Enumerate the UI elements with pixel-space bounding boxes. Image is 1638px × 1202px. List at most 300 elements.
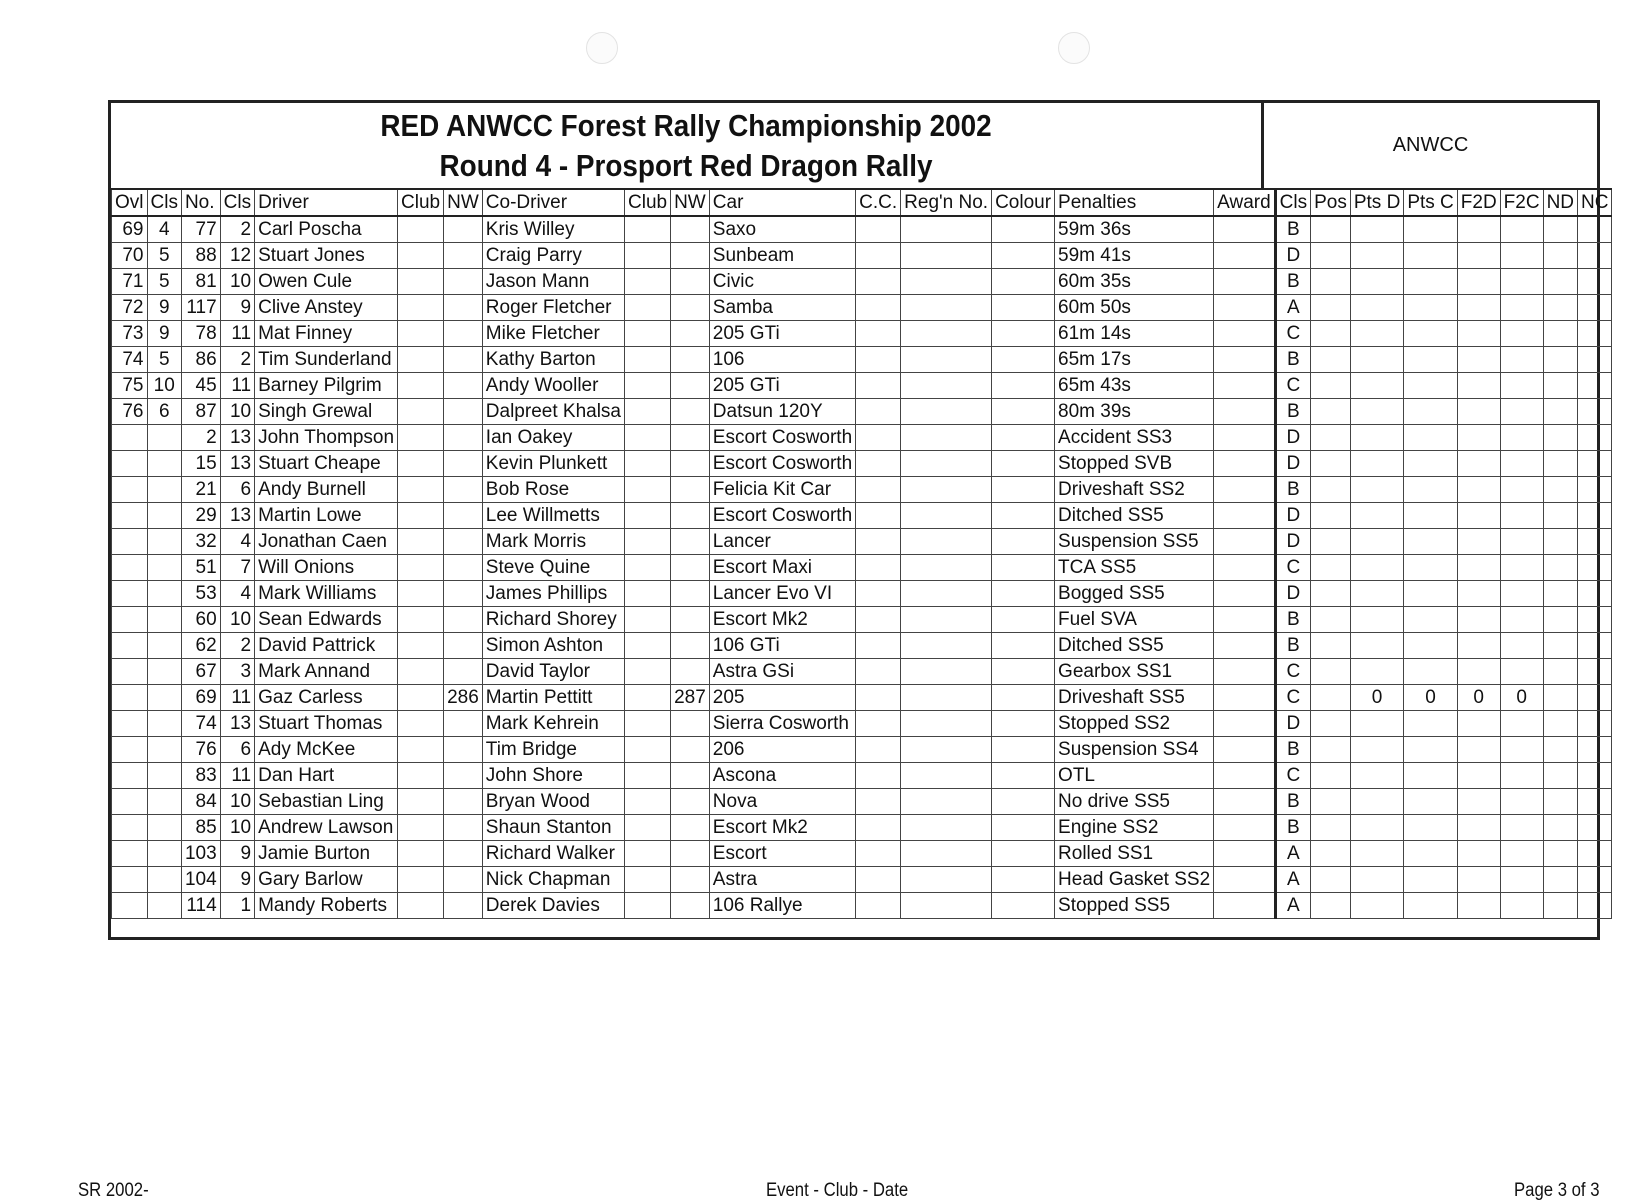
column-header-car: Car: [709, 189, 855, 216]
cell-cls: [147, 581, 181, 607]
column-header-nc: NC: [1578, 189, 1612, 216]
cell-penalties: Gearbox SS1: [1055, 659, 1214, 685]
cell-nc: [1578, 529, 1612, 555]
championship-title: RED ANWCC Forest Rally Championship 2002: [380, 108, 992, 143]
cell-nd: [1543, 893, 1577, 919]
cell-pts-c: [1404, 451, 1457, 477]
cell-f2c: [1500, 581, 1543, 607]
results-table: [111, 188, 1612, 919]
cell-car: Escort Cosworth: [709, 425, 855, 451]
cell-anwcc-cls: B: [1275, 607, 1310, 633]
cell-penalties: OTL: [1055, 763, 1214, 789]
cell-car: Escort Maxi: [709, 555, 855, 581]
cell-ovl: [112, 451, 148, 477]
cell-nc: [1578, 216, 1612, 243]
table-row: [112, 399, 1612, 425]
cell-cls: [147, 607, 181, 633]
cell-pts-c: [1404, 321, 1457, 347]
cell-f2c: [1500, 399, 1543, 425]
cell-pts-c: [1404, 503, 1457, 529]
cell-cls: 5: [147, 347, 181, 373]
cell-club: [398, 269, 444, 295]
cell-ovl: [112, 893, 148, 919]
cell-f2d: [1457, 789, 1500, 815]
cell-co-nw: [671, 347, 710, 373]
cell-colour: [992, 243, 1055, 269]
cell-co-nw: [671, 893, 710, 919]
cell-pts-c: [1404, 216, 1457, 243]
cell-anwcc-cls: D: [1275, 451, 1310, 477]
cell-co-driver: Kathy Barton: [482, 347, 624, 373]
table-row: [112, 373, 1612, 399]
cell-co-driver: Mark Kehrein: [482, 711, 624, 737]
cell-pos: [1311, 659, 1351, 685]
cell-regn-no: [901, 295, 992, 321]
cell-pts-c: [1404, 243, 1457, 269]
cell-award: [1214, 425, 1276, 451]
cell-f2c: [1500, 243, 1543, 269]
cell-pos: [1311, 763, 1351, 789]
cell-no: 51: [181, 555, 220, 581]
cell-penalties: 59m 41s: [1055, 243, 1214, 269]
column-header-colour: Colour: [992, 189, 1055, 216]
cell-driver: Dan Hart: [255, 763, 398, 789]
cell-no: 76: [181, 737, 220, 763]
cell-nw: [444, 607, 483, 633]
cell-driver: Mark Annand: [255, 659, 398, 685]
cell-driver: Ady McKee: [255, 737, 398, 763]
punch-hole-left: [586, 32, 618, 64]
cell-class: 9: [220, 841, 254, 867]
cell-class: 7: [220, 555, 254, 581]
cell-regn-no: [901, 685, 992, 711]
cell-colour: [992, 659, 1055, 685]
cell-co-club: [625, 737, 671, 763]
cell-club: [398, 555, 444, 581]
cell-f2c: [1500, 347, 1543, 373]
cell-f2c: [1500, 815, 1543, 841]
cell-co-club: [625, 243, 671, 269]
cell-no: 32: [181, 529, 220, 555]
cell-co-nw: [671, 243, 710, 269]
cell-pos: [1311, 321, 1351, 347]
cell-car: Lancer: [709, 529, 855, 555]
cell-nc: [1578, 789, 1612, 815]
cell-award: [1214, 763, 1276, 789]
cell-penalties: Head Gasket SS2: [1055, 867, 1214, 893]
cell-cls: [147, 659, 181, 685]
cell-colour: [992, 867, 1055, 893]
cell-anwcc-cls: C: [1275, 763, 1310, 789]
table-row: [112, 841, 1612, 867]
table-row: [112, 893, 1612, 919]
cell-co-driver: Shaun Stanton: [482, 815, 624, 841]
column-header-f2c: F2C: [1500, 189, 1543, 216]
cell-cls: [147, 425, 181, 451]
cell-pts-c: [1404, 373, 1457, 399]
cell-co-club: [625, 529, 671, 555]
cell-no: 29: [181, 503, 220, 529]
cell-driver: David Pattrick: [255, 633, 398, 659]
cell-pos: [1311, 451, 1351, 477]
column-header-penalties: Penalties: [1055, 189, 1214, 216]
cell-f2d: [1457, 425, 1500, 451]
cell-driver: Gaz Carless: [255, 685, 398, 711]
cell-class: 6: [220, 477, 254, 503]
cell-club: [398, 893, 444, 919]
cell-co-club: [625, 607, 671, 633]
cell-club: [398, 867, 444, 893]
cell-penalties: Ditched SS5: [1055, 633, 1214, 659]
cell-cc: [856, 216, 901, 243]
cell-nd: [1543, 867, 1577, 893]
cell-anwcc-cls: B: [1275, 269, 1310, 295]
cell-pts-d: [1350, 373, 1403, 399]
cell-regn-no: [901, 425, 992, 451]
cell-class: 4: [220, 529, 254, 555]
cell-no: 53: [181, 581, 220, 607]
cell-co-nw: [671, 607, 710, 633]
cell-nc: [1578, 815, 1612, 841]
cell-pos: [1311, 607, 1351, 633]
cell-award: [1214, 633, 1276, 659]
cell-no: 117: [181, 295, 220, 321]
cell-nc: [1578, 321, 1612, 347]
cell-f2d: [1457, 347, 1500, 373]
cell-car: Lancer Evo VI: [709, 581, 855, 607]
cell-regn-no: [901, 841, 992, 867]
column-header-nw: NW: [444, 189, 483, 216]
cell-co-driver: Derek Davies: [482, 893, 624, 919]
cell-club: [398, 295, 444, 321]
cell-no: 45: [181, 373, 220, 399]
cell-car: 106: [709, 347, 855, 373]
cell-cls: [147, 841, 181, 867]
cell-class: 9: [220, 867, 254, 893]
cell-penalties: 65m 17s: [1055, 347, 1214, 373]
cell-ovl: 71: [112, 269, 148, 295]
cell-driver: Gary Barlow: [255, 867, 398, 893]
cell-driver: Carl Poscha: [255, 216, 398, 243]
cell-nw: [444, 893, 483, 919]
cell-pos: [1311, 633, 1351, 659]
cell-pts-d: [1350, 216, 1403, 243]
cell-nd: [1543, 685, 1577, 711]
cell-nw: [444, 711, 483, 737]
cell-pts-c: [1404, 269, 1457, 295]
cell-car: 106 Rallye: [709, 893, 855, 919]
cell-nc: [1578, 685, 1612, 711]
cell-nw: [444, 581, 483, 607]
cell-driver: Sebastian Ling: [255, 789, 398, 815]
cell-pts-c: [1404, 399, 1457, 425]
cell-co-driver: Kevin Plunkett: [482, 451, 624, 477]
cell-nd: [1543, 243, 1577, 269]
cell-class: 11: [220, 685, 254, 711]
cell-co-nw: [671, 529, 710, 555]
cell-co-nw: [671, 295, 710, 321]
cell-anwcc-cls: A: [1275, 841, 1310, 867]
cell-cc: [856, 243, 901, 269]
cell-nc: [1578, 451, 1612, 477]
column-header-co-club: Club: [625, 189, 671, 216]
table-row: [112, 659, 1612, 685]
cell-co-driver: Kris Willey: [482, 216, 624, 243]
cell-class: 11: [220, 321, 254, 347]
cell-cc: [856, 659, 901, 685]
cell-f2c: [1500, 789, 1543, 815]
cell-co-club: [625, 893, 671, 919]
cell-f2c: [1500, 425, 1543, 451]
cell-nd: [1543, 269, 1577, 295]
cell-pts-d: [1350, 893, 1403, 919]
cell-anwcc-cls: B: [1275, 216, 1310, 243]
table-row: [112, 685, 1612, 711]
cell-anwcc-cls: A: [1275, 893, 1310, 919]
cell-award: [1214, 607, 1276, 633]
column-header-pts-c: Pts C: [1404, 189, 1457, 216]
cell-ovl: [112, 685, 148, 711]
cell-co-nw: 287: [671, 685, 710, 711]
cell-colour: [992, 451, 1055, 477]
cell-car: 206: [709, 737, 855, 763]
cell-anwcc-cls: D: [1275, 529, 1310, 555]
cell-f2d: [1457, 477, 1500, 503]
cell-cc: [856, 503, 901, 529]
cell-pts-d: [1350, 711, 1403, 737]
cell-anwcc-cls: B: [1275, 477, 1310, 503]
cell-anwcc-cls: B: [1275, 815, 1310, 841]
cell-cc: [856, 581, 901, 607]
cell-nw: [444, 451, 483, 477]
cell-colour: [992, 399, 1055, 425]
cell-cls: [147, 685, 181, 711]
cell-f2d: [1457, 711, 1500, 737]
cell-cls: [147, 789, 181, 815]
cell-pts-d: [1350, 477, 1403, 503]
cell-pts-c: [1404, 633, 1457, 659]
cell-pts-d: 0: [1350, 685, 1403, 711]
cell-club: [398, 373, 444, 399]
cell-pos: [1311, 399, 1351, 425]
cell-pts-c: [1404, 659, 1457, 685]
cell-no: 84: [181, 789, 220, 815]
table-row: [112, 581, 1612, 607]
cell-car: Astra: [709, 867, 855, 893]
cell-regn-no: [901, 867, 992, 893]
cell-colour: [992, 295, 1055, 321]
cell-award: [1214, 477, 1276, 503]
cell-f2c: [1500, 867, 1543, 893]
results-sheet: [108, 100, 1609, 940]
cell-anwcc-cls: A: [1275, 295, 1310, 321]
cell-club: [398, 763, 444, 789]
cell-driver: Mark Williams: [255, 581, 398, 607]
cell-co-driver: Andy Wooller: [482, 373, 624, 399]
cell-no: 78: [181, 321, 220, 347]
cell-nc: [1578, 867, 1612, 893]
cell-ovl: [112, 477, 148, 503]
anwcc-title: ANWCC: [1392, 134, 1469, 156]
cell-f2d: [1457, 399, 1500, 425]
cell-award: [1214, 711, 1276, 737]
cell-no: 74: [181, 711, 220, 737]
cell-colour: [992, 789, 1055, 815]
cell-award: [1214, 321, 1276, 347]
cell-cls: [147, 737, 181, 763]
cell-nw: [444, 503, 483, 529]
cell-nc: [1578, 607, 1612, 633]
cell-award: [1214, 529, 1276, 555]
cell-nw: [444, 737, 483, 763]
cell-co-driver: Richard Walker: [482, 841, 624, 867]
cell-co-nw: [671, 399, 710, 425]
cell-cc: [856, 373, 901, 399]
cell-nw: [444, 347, 483, 373]
cell-pos: [1311, 269, 1351, 295]
cell-co-club: [625, 789, 671, 815]
cell-regn-no: [901, 737, 992, 763]
cell-penalties: 65m 43s: [1055, 373, 1214, 399]
cell-nd: [1543, 216, 1577, 243]
cell-pos: [1311, 815, 1351, 841]
cell-club: [398, 841, 444, 867]
cell-no: 104: [181, 867, 220, 893]
cell-ovl: [112, 503, 148, 529]
cell-cc: [856, 711, 901, 737]
cell-cls: 4: [147, 216, 181, 243]
cell-ovl: [112, 659, 148, 685]
cell-f2d: 0: [1457, 685, 1500, 711]
cell-colour: [992, 269, 1055, 295]
table-row: [112, 867, 1612, 893]
cell-co-club: [625, 216, 671, 243]
cell-colour: [992, 216, 1055, 243]
cell-colour: [992, 477, 1055, 503]
column-header-nd: ND: [1543, 189, 1577, 216]
cell-regn-no: [901, 347, 992, 373]
table-row: [112, 243, 1612, 269]
cell-penalties: TCA SS5: [1055, 555, 1214, 581]
cell-ovl: 75: [112, 373, 148, 399]
column-header-anwcc-cls: Cls: [1275, 189, 1310, 216]
cell-class: 2: [220, 633, 254, 659]
cell-cc: [856, 269, 901, 295]
cell-pts-c: [1404, 867, 1457, 893]
cell-penalties: Suspension SS4: [1055, 737, 1214, 763]
cell-penalties: Driveshaft SS5: [1055, 685, 1214, 711]
cell-co-club: [625, 347, 671, 373]
cell-regn-no: [901, 529, 992, 555]
cell-regn-no: [901, 399, 992, 425]
cell-penalties: Stopped SS2: [1055, 711, 1214, 737]
cell-co-nw: [671, 425, 710, 451]
cell-f2d: [1457, 503, 1500, 529]
cell-co-nw: [671, 867, 710, 893]
cell-pts-d: [1350, 451, 1403, 477]
cell-nw: [444, 659, 483, 685]
cell-cls: 9: [147, 295, 181, 321]
cell-cls: 10: [147, 373, 181, 399]
cell-car: Sierra Cosworth: [709, 711, 855, 737]
column-header-no: No.: [181, 189, 220, 216]
cell-co-nw: [671, 451, 710, 477]
table-row: [112, 269, 1612, 295]
cell-f2c: [1500, 295, 1543, 321]
cell-nc: [1578, 399, 1612, 425]
cell-cc: [856, 763, 901, 789]
cell-co-nw: [671, 216, 710, 243]
cell-nw: 286: [444, 685, 483, 711]
cell-nw: [444, 815, 483, 841]
cell-pts-c: [1404, 425, 1457, 451]
cell-co-driver: Roger Fletcher: [482, 295, 624, 321]
cell-co-club: [625, 399, 671, 425]
cell-driver: Andy Burnell: [255, 477, 398, 503]
cell-cls: [147, 893, 181, 919]
cell-club: [398, 399, 444, 425]
cell-colour: [992, 607, 1055, 633]
cell-f2c: [1500, 841, 1543, 867]
table-row: [112, 711, 1612, 737]
cell-nd: [1543, 815, 1577, 841]
table-row: [112, 216, 1612, 243]
cell-no: 2: [181, 425, 220, 451]
cell-f2d: [1457, 893, 1500, 919]
cell-driver: Clive Anstey: [255, 295, 398, 321]
cell-cc: [856, 477, 901, 503]
cell-nd: [1543, 607, 1577, 633]
cell-car: Astra GSi: [709, 659, 855, 685]
cell-no: 21: [181, 477, 220, 503]
cell-cls: [147, 503, 181, 529]
cell-class: 13: [220, 425, 254, 451]
cell-co-club: [625, 763, 671, 789]
cell-nc: [1578, 503, 1612, 529]
cell-colour: [992, 763, 1055, 789]
cell-no: 60: [181, 607, 220, 633]
cell-ovl: [112, 815, 148, 841]
cell-co-club: [625, 269, 671, 295]
cell-cc: [856, 815, 901, 841]
cell-co-club: [625, 867, 671, 893]
cell-pts-d: [1350, 321, 1403, 347]
cell-f2c: [1500, 893, 1543, 919]
cell-cc: [856, 633, 901, 659]
cell-co-nw: [671, 659, 710, 685]
cell-car: Datsun 120Y: [709, 399, 855, 425]
cell-pos: [1311, 373, 1351, 399]
cell-pos: [1311, 711, 1351, 737]
cell-car: Saxo: [709, 216, 855, 243]
cell-co-club: [625, 581, 671, 607]
cell-pos: [1311, 841, 1351, 867]
cell-f2c: [1500, 555, 1543, 581]
cell-cc: [856, 425, 901, 451]
cell-penalties: Ditched SS5: [1055, 503, 1214, 529]
cell-club: [398, 321, 444, 347]
cell-penalties: Bogged SS5: [1055, 581, 1214, 607]
cell-colour: [992, 815, 1055, 841]
cell-f2d: [1457, 763, 1500, 789]
cell-driver: Stuart Thomas: [255, 711, 398, 737]
cell-regn-no: [901, 893, 992, 919]
footer-left: SR 2002-: [78, 1180, 149, 1201]
cell-award: [1214, 867, 1276, 893]
cell-ovl: 70: [112, 243, 148, 269]
cell-cls: [147, 763, 181, 789]
cell-nd: [1543, 503, 1577, 529]
